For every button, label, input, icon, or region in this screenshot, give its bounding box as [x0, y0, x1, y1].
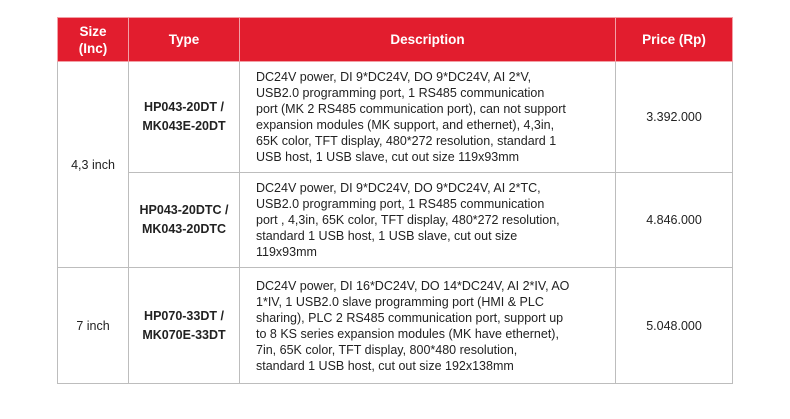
type-line: MK043-20DTC: [141, 222, 227, 236]
header-size-line2: (Inc): [78, 40, 108, 56]
description-line: 65K color, TFT display, 480*272 resolution, standard 1: [256, 134, 557, 148]
description-cell: [240, 268, 616, 384]
description-line: DC24V power, DI 16*DC24V, DO 14*DC24V, AI 2*IV, AO: [256, 278, 570, 293]
description-line: port , 4,3in, 65K color, TFT display, 480*272 resolution,: [256, 213, 560, 227]
description-line: 7in, 65K color, TFT display, 800*480 resolution,: [256, 342, 518, 357]
type-line: MK043E-20DT: [142, 119, 226, 133]
description-line: 119x93mm: [256, 245, 317, 259]
description-cell: [240, 62, 616, 173]
type-line: MK070E-33DT: [142, 327, 226, 342]
table-row: [58, 268, 733, 384]
type-cell: [129, 62, 240, 173]
header-description: Description: [240, 18, 616, 62]
header-price: Price (Rp): [616, 18, 733, 62]
size-cell: 7 inch: [58, 268, 129, 384]
description-line: sharing), PLC 2 RS485 communication port, support up: [256, 310, 564, 325]
table-row: [58, 173, 733, 268]
type-cell: [129, 173, 240, 268]
type-line: HP043-20DT /: [144, 100, 224, 114]
description-line: 1*IV, 1 USB2.0 slave programming port (HMI & PLC: [256, 294, 544, 309]
description-line: USB2.0 programming port, 1 RS485 communication: [256, 86, 545, 100]
description-line: DC24V power, DI 9*DC24V, DO 9*DC24V, AI 2*V,: [256, 70, 532, 84]
size-cell: 4,3 inch: [58, 62, 129, 268]
description-line: to 8 KS series expansion modules (MK have ethernet),: [256, 326, 559, 341]
description-line: DC24V power, DI 9*DC24V, DO 9*DC24V, AI 2*TC,: [256, 181, 541, 195]
product-spec-table: [57, 17, 733, 384]
description-cell: [240, 173, 616, 268]
table-row: [58, 62, 733, 173]
type-cell: [129, 268, 240, 384]
type-line: HP070-33DT /: [144, 308, 224, 323]
price-cell: 5.048.000: [616, 268, 733, 384]
header-row: [58, 18, 733, 62]
description-line: standard 1 USB host, 1 USB slave, cut out size: [256, 229, 518, 243]
header-type: Type: [129, 18, 240, 62]
description-line: USB host, 1 USB slave, cut out size 119x93mm: [256, 150, 520, 164]
price-cell: 3.392.000: [616, 62, 733, 173]
header-size: [58, 18, 129, 62]
price-cell: 4.846.000: [616, 173, 733, 268]
description-line: standard 1 USB host, cut out size 192x138mm: [256, 358, 514, 373]
description-line: port (MK 2 RS485 communication port), can not support: [256, 102, 566, 116]
type-line: HP043-20DTC /: [139, 203, 229, 217]
description-line: USB2.0 programming port, 1 RS485 communication: [256, 197, 545, 211]
header-size-line1: Size: [79, 23, 107, 39]
description-line: expansion modules (MK support, and ethernet), 4,3in,: [256, 118, 555, 132]
